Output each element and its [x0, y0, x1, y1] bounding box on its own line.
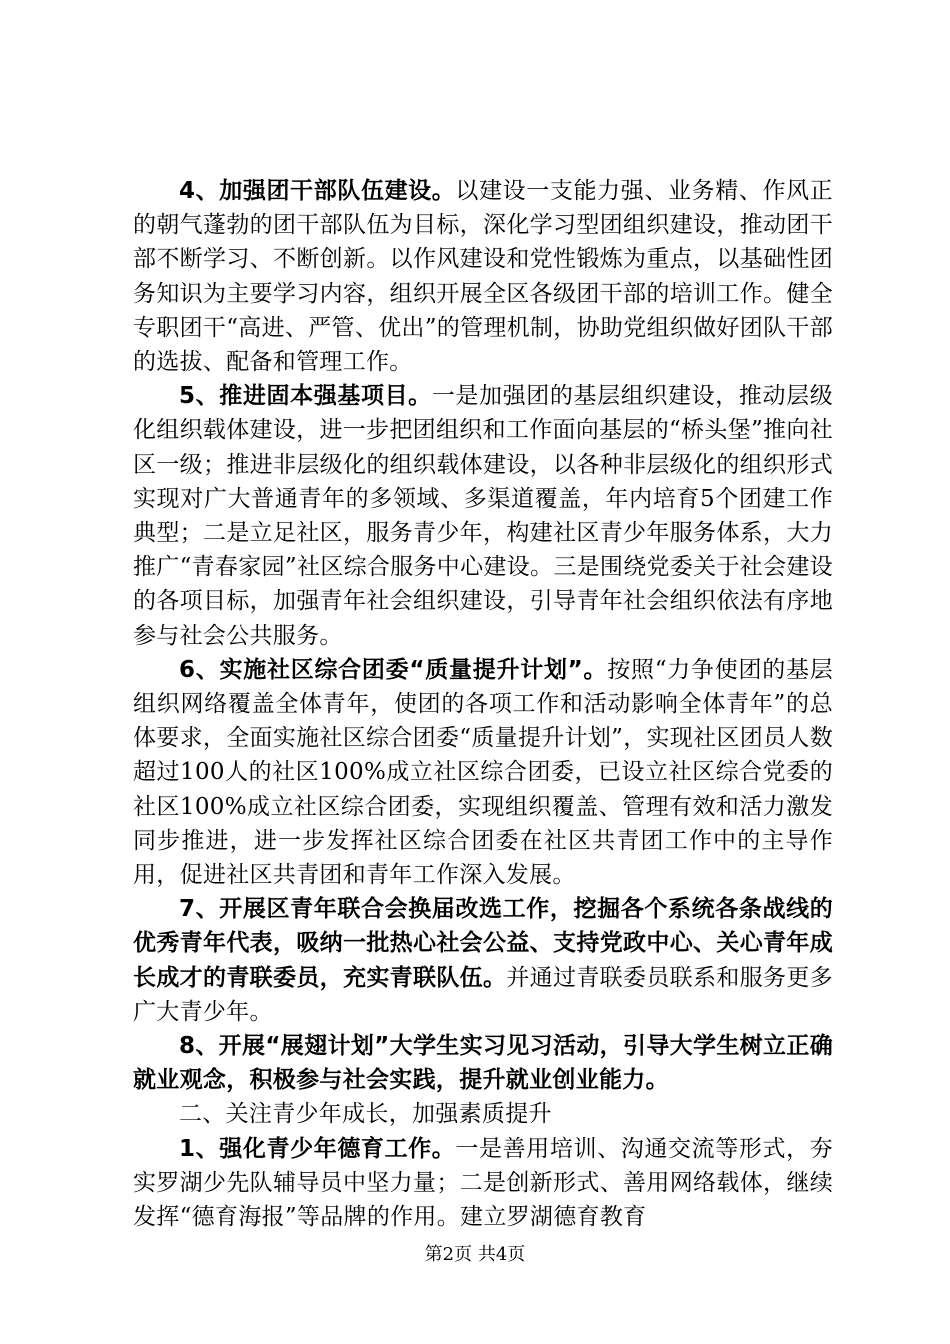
paragraph-5	[133, 379, 833, 653]
paragraph-4-text: 以建设一支能力强、业务精、作风正的朝气蓬勃的团干部队伍为目标，深化学习型团组织建设，推动团干部不断学习、不断创新。以作风建设和党性锻炼为重点，以基础性团务知识为主要学习内容，组织开展全区各级团干部的培训工作。健全专职团干“高进、严管、优出”的管理机制，协助党组织做好团队干部的选拔、配备和管理工作。	[133, 178, 833, 376]
section-heading-2-text: 二、关注青少年成长，加强素质提升	[179, 1101, 552, 1128]
paragraph-5-heading: 5、推进固本强基项目。	[179, 383, 432, 410]
paragraph-4	[133, 174, 833, 379]
paragraph-4-heading: 4、加强团干部队伍建设。	[179, 178, 456, 204]
document-body	[133, 174, 833, 1234]
section-heading-2	[133, 1097, 833, 1131]
paragraph-7-heading: 7、开展区青年联合会换届改选工作，挖掘各个系统各条战线的优秀青年代表，吸纳一批热心社会公益、支持党政中心、关心青年成长成才的青联委员，充实青联队伍。	[133, 896, 833, 991]
paragraph-8	[133, 1029, 833, 1097]
paragraph-7	[133, 892, 833, 1029]
paragraph-7-text: 并通过青联委员联系和服务更多广大青少年。	[133, 964, 833, 1025]
paragraph-1-heading: 1、强化青少年德育工作。	[179, 1135, 456, 1162]
page-footer: 第2页 共4页	[424, 1244, 526, 1265]
paragraph-5-text: 一是加强团的基层组织建设，推动层级化组织载体建设，进一步把团组织和工作面向基层的“桥头堡”推向社区一级；推进非层级化的组织载体建设，以各种非层级化的组织形式实现对广大普通青年的多领域、多渠道覆盖，年内培育5个团建工作典型；二是立足社区，服务青少年，构建社区青少年服务体系，大力推广“青春家园”社区综合服务中心建设。三是围绕党委关于社会建设的各项目标，加强青年社会组织建设，引导青年社会组织依法有序地参与社会公共服务。	[133, 383, 833, 649]
paragraph-1	[133, 1132, 833, 1235]
paragraph-6	[133, 653, 833, 892]
paragraph-6-heading: 6、实施社区综合团委“质量提升计划”。	[179, 656, 608, 683]
paragraph-1-text: 一是善用培训、沟通交流等形式，夯实罗湖少先队辅导员中坚力量；二是创新形式、善用网络载体，继续发挥“德育海报”等品牌的作用。建立罗湖德育教育	[133, 1135, 833, 1231]
paragraph-6-text: 按照“力争使团的基层组织网络覆盖全体青年，使团的各项工作和活动影响全体青年”的总体要求，全面实施社区综合团委“质量提升计划”，实现社区团员人数超过100人的社区100%成立社区综合团委，已设立社区综合党委的社区100%成立社区综合团委，实现组织覆盖、管理有效和活力激发同步推进，进一步发挥社区综合团委在社区共青团工作中的主导作用，促进社区共青团和青年工作深入发展。	[133, 656, 833, 889]
paragraph-8-heading: 8、开展“展翅计划”大学生实习见习活动，引导大学生树立正确就业观念，积极参与社会实践，提升就业创业能力。	[133, 1033, 833, 1094]
